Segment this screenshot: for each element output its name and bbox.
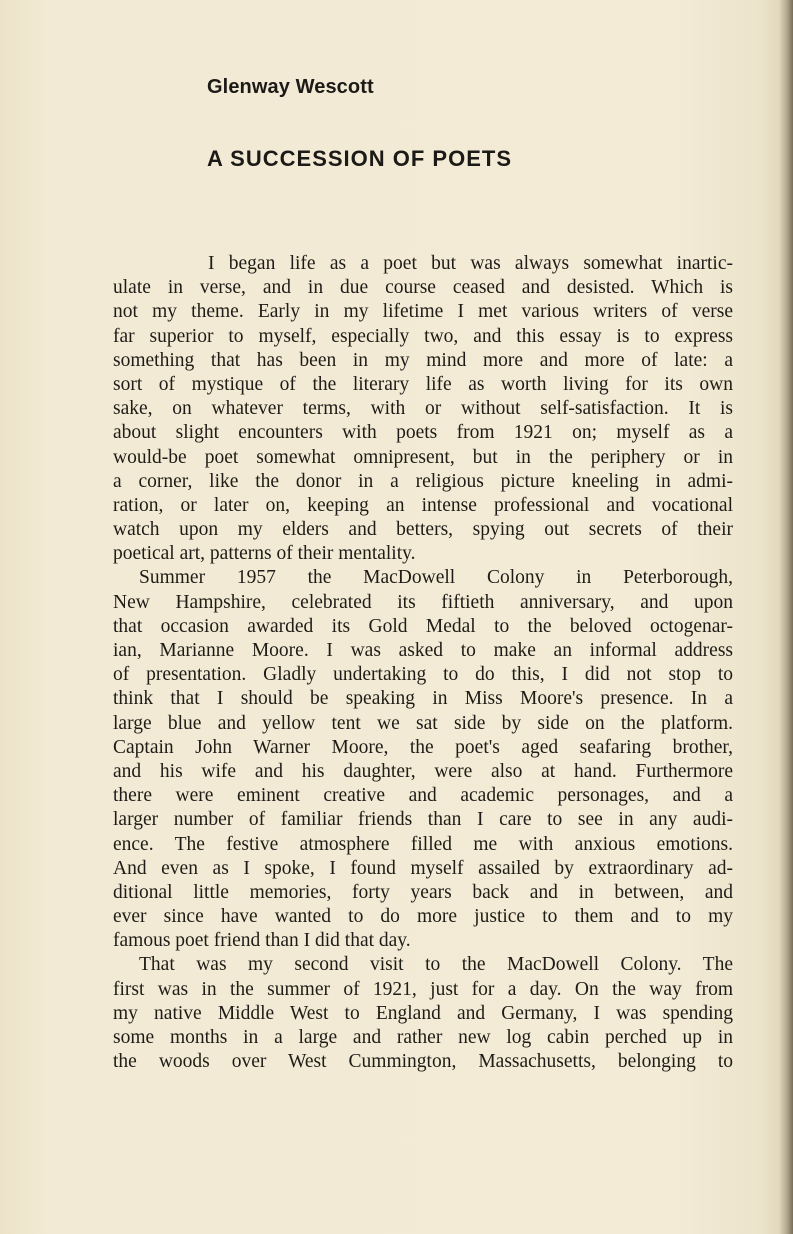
- text-line: larger number of familiar friends than I care to see in any audi-: [113, 809, 733, 831]
- text-line: some months in a large and rather new log cabin perched up in: [113, 1027, 733, 1048]
- text-line: sort of mystique of the literary life as worth living for its own: [113, 373, 733, 395]
- page-edge-shadow: [779, 0, 793, 1234]
- text-line: and his wife and his daughter, were also at hand. Furthermore: [113, 760, 733, 782]
- text-line: think that I should be speaking in Miss Moore's presence. In a: [113, 688, 733, 710]
- text-line: ulate in verse, and in due course ceased and desisted. Which is: [113, 277, 733, 299]
- text-line: ence. The festive atmosphere filled me with anxious emotions.: [113, 833, 733, 855]
- text-line: the woods over West Cummington, Massachusetts, belonging to: [113, 1051, 733, 1073]
- text-line: ever since have wanted to do more justice to them and to my: [113, 906, 733, 928]
- text-line: ian, Marianne Moore. I was asked to make an informal address: [113, 640, 733, 661]
- text-line: watch upon my elders and betters, spying out secrets of their: [113, 519, 733, 541]
- text-line: first was in the summer of 1921, just for a day. On the way from: [113, 978, 733, 1000]
- paragraph-1: [113, 252, 733, 566]
- paragraph-2: [113, 566, 733, 953]
- author-name: Glenway Wescott: [207, 76, 374, 98]
- text-line: that occasion awarded its Gold Medal to the beloved octogenar-: [113, 615, 733, 637]
- text-line: I began life as a poet but was always somewhat inartic-: [208, 253, 733, 274]
- text-line: Summer 1957 the MacDowell Colony in Peterborough,: [139, 567, 733, 589]
- text-line: there were eminent creative and academic personages, and a: [113, 785, 733, 807]
- text-line: would-be poet somewhat omnipresent, but in the periphery or in: [113, 446, 733, 468]
- essay-title: A SUCCESSION OF POETS: [207, 146, 513, 171]
- text-line: something that has been in my mind more and more of late: a: [113, 349, 733, 371]
- text-line: And even as I spoke, I found myself assailed by extraordinary ad-: [113, 857, 733, 879]
- text-line: far superior to myself, especially two, and this essay is to express: [113, 325, 733, 347]
- text-line: That was my second visit to the MacDowell Colony. The: [139, 954, 733, 976]
- text-line: ditional little memories, forty years back and in between, and: [113, 881, 733, 903]
- text-line: famous poet friend than I did that day.: [113, 930, 411, 952]
- text-line: poetical art, patterns of their mentality.: [113, 543, 416, 565]
- text-line: ration, or later on, keeping an intense professional and vocational: [113, 494, 733, 516]
- text-line: large blue and yellow tent we sat side by side on the platform.: [113, 712, 733, 734]
- text-line: New Hampshire, celebrated its fiftieth anniversary, and upon: [113, 591, 733, 613]
- text-line: about slight encounters with poets from 1921 on; myself as a: [113, 422, 733, 444]
- text-line: Captain John Warner Moore, the poet's aged seafaring brother,: [113, 736, 733, 758]
- text-line: of presentation. Gladly undertaking to do this, I did not stop to: [113, 664, 733, 686]
- text-line: sake, on whatever terms, with or without self-satisfaction. It is: [113, 398, 733, 420]
- text-line: not my theme. Early in my lifetime I met various writers of verse: [113, 301, 733, 323]
- paragraph-3: [113, 953, 733, 1074]
- text-line: a corner, like the donor in a religious picture kneeling in admi-: [113, 470, 733, 492]
- text-line: my native Middle West to England and Germany, I was spending: [113, 1002, 733, 1024]
- essay-body: [113, 252, 733, 1074]
